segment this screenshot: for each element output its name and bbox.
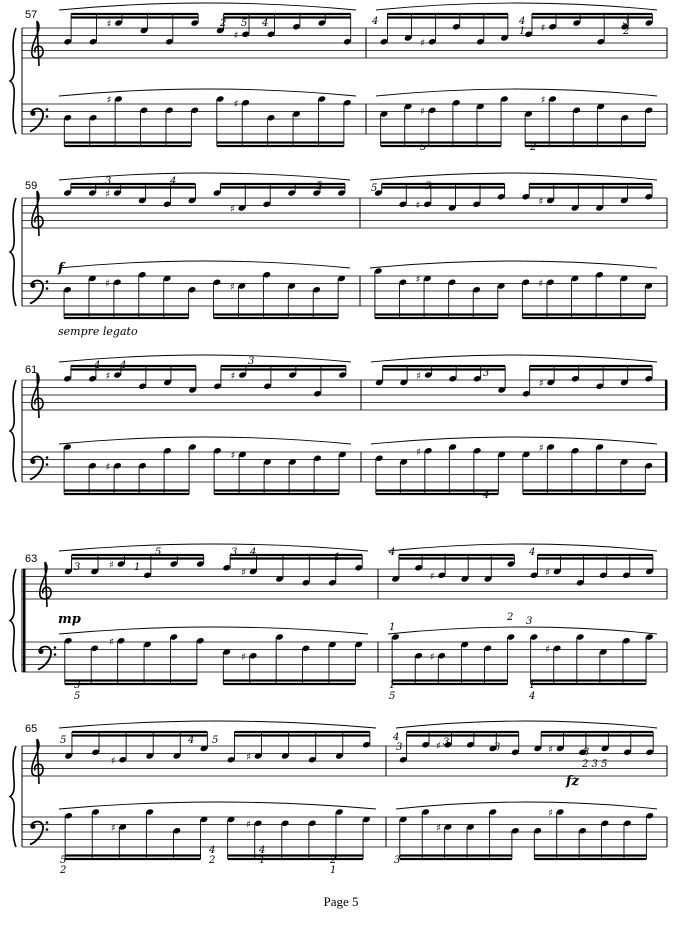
fingering-label: 1 [330,865,337,876]
fingering-label: 3 [443,737,450,748]
system-2 [10,173,667,338]
fingering-label: 4 [262,18,269,29]
fingering-label: 3 [623,16,630,27]
expression-text: sempre legato [58,325,138,338]
fingering-label: 2 [209,855,216,866]
sharp-icon: ♯ [548,808,553,819]
sharp-icon: ♯ [415,200,421,212]
fingering-label: 3 [231,547,238,558]
sharp-icon: ♯ [420,37,426,49]
sharp-icon: ♯ [110,755,116,767]
fingering-label: 2 [623,26,630,37]
fingering-label: 3 [526,616,533,627]
sharp-icon: ♯ [538,443,544,454]
sharp-icon: ♯ [229,204,235,215]
fingering-label: 5 [155,547,162,558]
sharp-icon: ♯ [246,752,251,763]
slur [59,437,351,444]
fingering-label: 5 [389,691,396,702]
sharp-icon: ♯ [548,744,553,756]
repeat-start-bar [23,569,26,672]
fingering-label: 3 [248,356,255,367]
fingering-label: 4 [170,176,177,187]
slur [59,89,356,96]
fingering-label: 5 [371,183,378,194]
sharp-icon: ♯ [109,560,114,571]
fingering-label: 1 [259,855,266,866]
measure-number: 61 [25,364,38,376]
fingering-label: 1 [334,552,341,563]
slur [370,261,657,268]
fingering-label: 3 [74,680,81,691]
grand-staff-brace [10,28,16,134]
fingering-label: 1 [134,562,141,573]
sharp-icon: ♯ [429,651,435,663]
fingering-label: 4 [372,16,379,27]
sharp-icon: ♯ [538,378,544,390]
fingering-label: 1 [519,26,526,37]
slur [396,721,657,728]
fingering-label: 4 [120,360,127,371]
page-number: Page 5 [323,894,359,909]
fingering-label: 3 [494,742,501,753]
fingering-label: 5 [60,855,67,866]
sharp-icon: ♯ [105,461,111,473]
fingering-label: 5 [212,735,219,746]
slur [388,544,657,551]
system-1 [10,3,667,153]
sharp-icon: ♯ [545,567,550,579]
fingering-label: 3 [74,562,81,573]
sharp-icon: ♯ [415,274,421,286]
fingering-label: 5 [60,735,67,746]
fingering-label: 4 [389,547,396,558]
sharp-icon: ♯ [246,819,251,831]
measure-number: 57 [25,9,38,21]
slur [59,261,350,268]
slur [59,544,368,551]
slur [371,355,657,362]
sharp-icon: ♯ [229,282,235,293]
sharp-icon: ♯ [420,106,426,118]
sharp-icon: ♯ [230,371,236,382]
sharp-icon: ♯ [538,278,544,290]
sharp-icon: ♯ [105,371,111,382]
sharp-icon: ♯ [106,19,112,30]
measure-number: 65 [25,723,38,735]
sharp-icon: ♯ [241,567,246,579]
slur [59,802,376,809]
sharp-icon: ♯ [429,571,435,583]
slur [370,173,657,180]
sharp-icon: ♯ [436,740,441,752]
slur [371,437,657,444]
system-5 [10,616,667,876]
fingering-label: 2 [507,612,514,623]
fingering-label: 2 3 5 [582,759,608,770]
fingering-label: 3 [583,747,590,758]
fingering-label: 5 [74,691,81,702]
fingering-label: 5 [420,142,427,153]
sharp-icon: ♯ [540,95,546,106]
sharp-icon: ♯ [416,446,422,458]
sharp-icon: ♯ [106,95,112,106]
system-4 [10,544,667,702]
fingering-label: 2 [60,865,67,876]
fingering-label: 1 [389,622,396,633]
fingering-label: 4 [94,360,101,371]
slur [59,355,351,362]
slur [376,3,657,10]
fingering-label: 4 [188,735,195,746]
sharp-icon: ♯ [436,823,441,834]
fingering-label: 4 [393,732,400,743]
fingering-label: 4 [259,845,266,856]
sharp-icon: ♯ [233,30,239,42]
grand-staff-brace [10,198,16,306]
slur [59,173,350,180]
fingering-label: 2 [220,18,227,29]
fingering-label: 4 [209,845,216,856]
slur [376,89,657,96]
repeat-end-bar [665,380,668,410]
slur [59,3,356,10]
fingering-label: 3 [483,368,490,379]
slur [388,627,657,634]
fingering-label: 3 [425,181,432,192]
fingering-label: 2 [530,142,537,153]
grand-staff-brace [10,746,16,847]
system-3 [10,355,668,501]
sharp-icon: ♯ [241,651,246,663]
fingering-label: 4 [519,16,526,27]
slur [59,627,368,634]
fingering-label: 3 [105,176,112,187]
sharp-icon: ♯ [538,196,544,208]
slur [59,721,376,728]
fingering-label: 3 [394,855,401,866]
fingering-label: 4 [529,547,536,558]
fingering-label: 5 [316,181,323,192]
dynamic-mark: fz [566,774,579,789]
slur [396,802,657,809]
sharp-icon: ♯ [233,98,239,110]
grand-staff-brace [10,380,16,482]
repeat-end-bar [665,452,668,482]
measure-number: 59 [25,180,38,192]
fingering-label: 2 [330,855,337,866]
fingering-label: 3 [396,742,403,753]
sharp-icon: ♯ [110,823,116,834]
sharp-icon: ♯ [230,450,236,462]
sharp-icon: ♯ [105,189,111,200]
systems-layer [10,3,668,876]
fingering-label: 4 [483,490,490,501]
fingering-label: 1 [389,680,396,691]
sharp-icon: ♯ [416,371,422,382]
fingering-label: 1 [529,680,536,691]
sharp-icon: ♯ [545,644,550,656]
dynamic-mark: f [58,261,64,276]
sharp-icon: ♯ [540,22,546,34]
dynamic-mark: mp [58,612,81,627]
fingering-label: 5 [241,18,248,29]
fingering-label: 4 [529,691,536,702]
fingering-label: 4 [250,547,257,558]
sharp-icon: ♯ [109,636,114,648]
grand-staff-brace [10,569,16,672]
measure-number: 63 [25,553,38,565]
sharp-icon: ♯ [105,278,111,290]
